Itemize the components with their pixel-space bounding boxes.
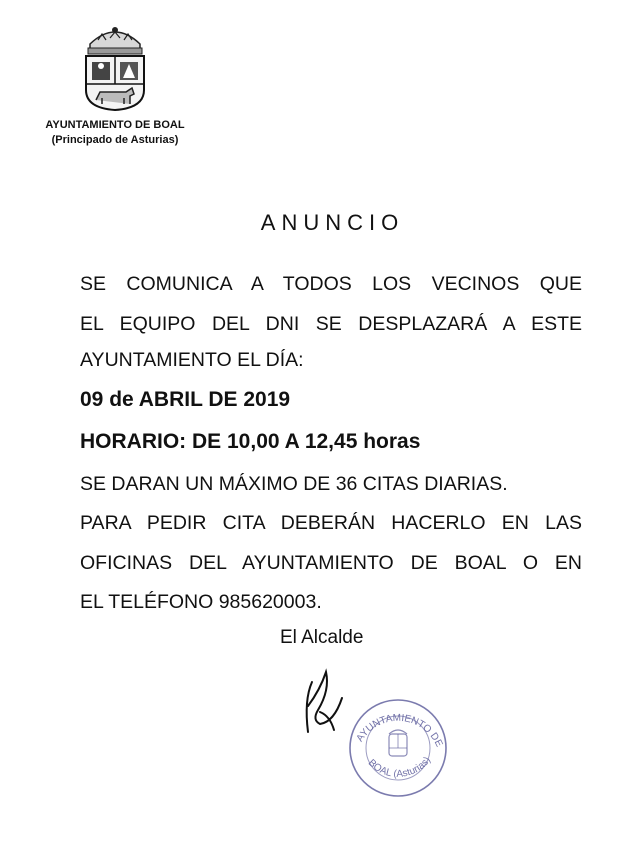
signer-title: El Alcalde <box>280 627 364 648</box>
svg-text:AYUNTAMIENTO DE <box>355 713 445 749</box>
notice-line-1: SE COMUNICA A TODOS LOS VECINOS QUE <box>80 273 582 295</box>
notice-instruction-2: OFICINAS DEL AYUNTAMIENTO DE BOAL O EN <box>80 552 582 574</box>
coat-of-arms-icon <box>80 24 150 112</box>
notice-line-3: AYUNTAMIENTO EL DÍA: <box>80 349 304 371</box>
org-name: AYUNTAMIENTO DE BOAL <box>45 119 185 131</box>
svg-text:BOAL (Asturias) <box>366 755 433 780</box>
org-region: (Principado de Asturias) <box>51 134 179 146</box>
notice-date: 09 de ABRIL DE 2019 <box>80 388 291 411</box>
notice-instruction-1: PARA PEDIR CITA DEBERÁN HACERLO EN LAS <box>80 512 582 534</box>
stamp-text-bottom: BOAL (Asturias) <box>365 755 434 780</box>
organization-header <box>20 118 210 148</box>
notice-line-2: EL EQUIPO DEL DNI SE DESPLAZARÁ A ESTE <box>80 313 582 335</box>
official-stamp-icon <box>343 690 453 800</box>
notice-schedule: HORARIO: DE 10,00 A 12,45 horas <box>80 430 421 453</box>
stamp-text-top: AYUNTAMIENTO DE <box>354 712 445 749</box>
notice-title: ANUNCIO <box>260 210 405 235</box>
notice-instruction-3: EL TELÉFONO 985620003. <box>80 591 322 613</box>
notice-max-appointments: SE DARAN UN MÁXIMO DE 36 CITAS DIARIAS. <box>80 473 508 495</box>
